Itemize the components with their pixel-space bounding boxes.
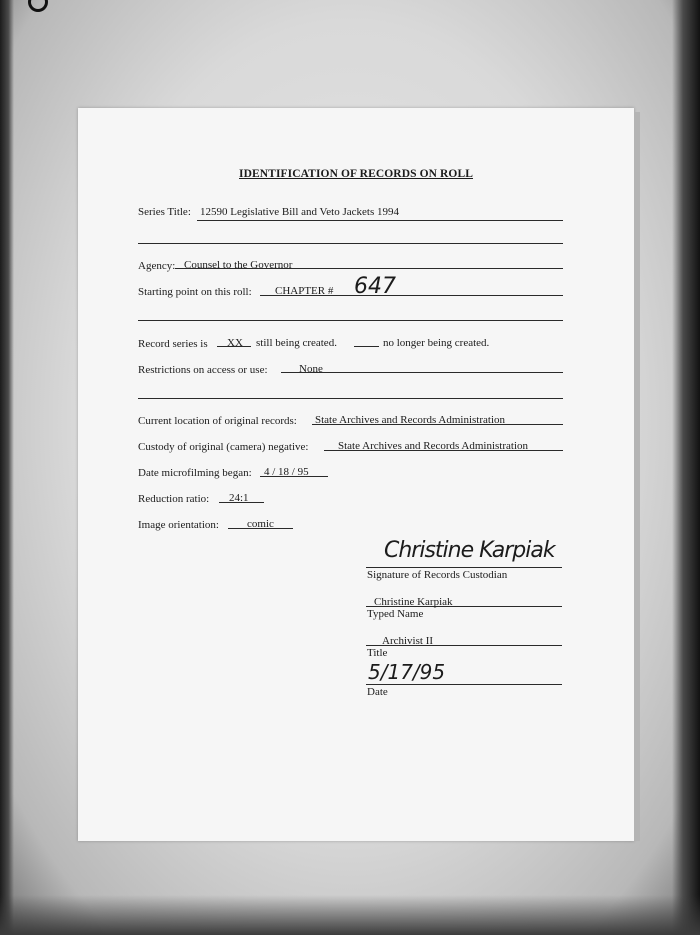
date-began-label: Date microfilming began: — [138, 467, 252, 479]
restrictions-line — [281, 359, 563, 373]
starting-point-handwritten: 647 — [354, 274, 396, 299]
title-label: Title — [367, 647, 388, 659]
orientation-row — [138, 518, 219, 534]
series-title-label: Series Title: — [138, 206, 191, 218]
current-location-label: Current location of original records: — [138, 415, 297, 427]
reduction-value: 24:1 — [229, 492, 249, 504]
signature-line — [366, 554, 562, 568]
film-edge-left — [0, 0, 14, 935]
current-location-value: State Archives and Records Administration — [315, 414, 506, 426]
signature-label: Signature of Records Custodian — [367, 569, 508, 581]
typed-name-value: Christine Karpiak — [374, 596, 453, 608]
custodian-signature: Christine Karpiak — [384, 538, 555, 563]
series-title-value: 12590 Legislative Bill and Veto Jackets 1994 — [200, 206, 399, 218]
reduction-label: Reduction ratio: — [138, 493, 210, 505]
agency-label: Agency: — [138, 260, 176, 272]
still-being-created-label: still being created. — [256, 337, 337, 349]
custody-value: State Archives and Records Administration — [338, 440, 529, 452]
record-series-label: Record series is — [138, 338, 208, 350]
record-series-mark: XX — [227, 337, 243, 349]
form-title: IDENTIFICATION OF RECORDS ON ROLL — [239, 168, 473, 180]
no-longer-mark-line — [354, 333, 379, 347]
restrictions-value: None — [299, 363, 323, 375]
record-series-row — [138, 337, 208, 353]
custody-row — [138, 440, 308, 456]
starting-point-label: Starting point on this roll: — [138, 286, 252, 298]
starting-point-line-2 — [138, 307, 563, 321]
series-title-line-2 — [138, 230, 563, 244]
film-edge-bottom — [0, 895, 700, 935]
custody-label: Custody of original (camera) negative: — [138, 441, 309, 453]
current-location-row — [138, 414, 297, 430]
title-value: Archivist II — [382, 635, 434, 647]
film-corner-mark — [28, 0, 48, 12]
agency-row — [138, 259, 175, 275]
typed-name-label: Typed Name — [367, 608, 424, 620]
restrictions-line-2 — [138, 385, 563, 399]
date-began-value: 4 / 18 / 95 — [264, 466, 309, 478]
date-label: Date — [367, 686, 388, 698]
sheet-edge-shadow — [634, 112, 640, 841]
orientation-label: Image orientation: — [138, 519, 219, 531]
restrictions-label: Restrictions on access or use: — [138, 364, 268, 376]
restrictions-row — [138, 363, 268, 379]
starting-point-row — [138, 285, 252, 301]
date-began-row — [138, 466, 252, 482]
series-title-row — [138, 205, 191, 221]
agency-value: Counsel to the Governor — [184, 259, 293, 271]
starting-point-value: CHAPTER # — [275, 285, 334, 297]
date-line — [366, 671, 562, 685]
reduction-row — [138, 492, 209, 508]
date-handwritten: 5/17/95 — [368, 660, 446, 684]
no-longer-being-created-label: no longer being created. — [383, 337, 490, 349]
orientation-value: comic — [247, 518, 274, 530]
film-edge-right — [672, 0, 700, 935]
form-sheet — [78, 108, 634, 841]
